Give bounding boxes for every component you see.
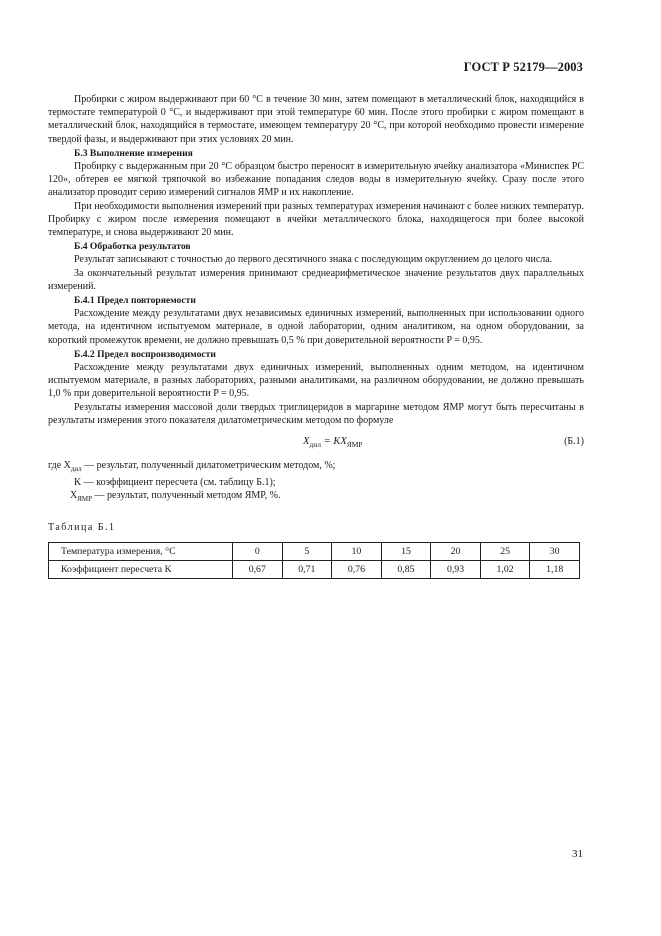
formula-expression <box>303 435 363 451</box>
formula-eq: = KX <box>321 436 347 448</box>
table-cell: 20 <box>431 542 481 560</box>
paragraph-2: Пробирку с выдержанным при 20 °С образцом быстро переносят в измерительную ячейку анализатора «Миниспек PC 120», обтерев ее мягкой тряпочкой во избежание попадания следов воды в измерительную ячейку. Сразу после этого анализатор проводит серию измерений сигналов ЯМР и их накопление. <box>48 161 584 199</box>
page-number: 31 <box>572 848 583 860</box>
legend-1-text: — результат, полученный дилатометрическим методом, %; <box>81 460 336 472</box>
table-cell: 25 <box>480 542 530 560</box>
paragraph-7: Расхождение между результатами двух единичных измерений, выполненных одним методом, на идентичном испытуемом материале, в разных лабораториях, разными аналитиками, на различном оборудовании, не должно превышать 1,0 % при доверительной вероятности P = 0,95. <box>48 362 584 400</box>
legend-3-sub: ЯМР <box>77 495 93 504</box>
table-cell: 5 <box>282 542 332 560</box>
heading-b3: Б.3 Выполнение измерения <box>74 147 193 159</box>
paragraph-4: Результат записывают с точностью до первого десятичного знака с последующим округлением до целого числа. <box>74 254 553 266</box>
heading-b42: Б.4.2 Предел воспроизводимости <box>74 348 216 360</box>
legend-1-sub: дил <box>70 465 82 474</box>
legend-line-1 <box>48 459 584 476</box>
formula-legend <box>48 459 584 507</box>
conversion-table <box>48 542 580 579</box>
table-cell: 0,67 <box>233 560 283 578</box>
heading-b4: Б.4 Обработка результатов <box>74 241 191 253</box>
formula-lhs-sub: дил <box>309 440 321 450</box>
paragraph-8: Результаты измерения массовой доли твердых триглицеридов в маргарине методом ЯМР могут быть пересчитаны в результаты измерения этого показателя дилатометрическим методом по формуле <box>48 401 584 426</box>
document-header: ГОСТ Р 52179—2003 <box>463 60 583 74</box>
formula-number: (Б.1) <box>564 436 584 448</box>
table-title: Таблица Б.1 <box>48 521 116 533</box>
paragraph-1: Пробирки с жиром выдерживают при 60 °С в течение 30 мин, затем помещают в металлический блок, находящийся в термостате температурой 0 °С, и выдерживают при этой температуре 60 мин. После этого пробирки с жиром помещают в металлический блок, находящийся в термостате, имеющем температуру 20 °С, при которой необходимо провести измерение твердой фазы, и выдерживают при этих условиях 20 мин. <box>48 94 584 145</box>
paragraph-5: За окончательный результат измерения принимают среднеарифметическое значение результатов двух параллельных измерений. <box>48 267 584 292</box>
table-cell: 0,93 <box>431 560 481 578</box>
legend-3-symbol: X <box>70 490 78 502</box>
paragraph-3: При необходимости выполнения измерений при разных температурах измерения начинают с более низких температур. Пробирку с жиром после измерения помещают в ячейки металлического блока, находящегося при более высокой температуре, и снова выдерживают 20 мин. <box>48 200 584 239</box>
table-row <box>49 560 580 578</box>
legend-1-symbol: где X <box>48 460 71 472</box>
table-cell: 0 <box>233 542 283 560</box>
heading-b41: Б.4.1 Предел повторяемости <box>74 295 196 307</box>
table-cell: 0,85 <box>381 560 431 578</box>
table-cell: 1,18 <box>530 560 580 578</box>
formula-rhs-sub: ЯМР <box>346 440 363 450</box>
legend-3-text: — результат, полученный методом ЯМР, %. <box>92 490 281 502</box>
formula-lhs: X <box>303 436 310 448</box>
table-cell: 0,71 <box>282 560 332 578</box>
table-cell: 15 <box>381 542 431 560</box>
paragraph-6: Расхождение между результатами двух независимых единичных измерений, выполненных при использовании одного метода, на идентичном испытуемом материале, в одной лаборатории, одним аналитиком, на одном оборудовании, за короткий промежуток времени, не должно превышать 0,5 % при доверительной вероятности P = 0,95. <box>48 308 584 346</box>
table-cell: 0,76 <box>332 560 382 578</box>
table-row <box>49 542 580 560</box>
table-cell: 30 <box>530 542 580 560</box>
table-row-label: Температура измерения, °С <box>49 542 233 560</box>
formula-b1 <box>48 429 584 455</box>
table-cell: 1,02 <box>480 560 530 578</box>
legend-line-3 <box>48 489 584 506</box>
page-content <box>48 93 584 579</box>
legend-line-2: K — коэффициент пересчета (см. таблицу Б.1); <box>74 477 276 489</box>
table-row-label: Коэффициент пересчета K <box>49 560 233 578</box>
table-cell: 10 <box>332 542 382 560</box>
